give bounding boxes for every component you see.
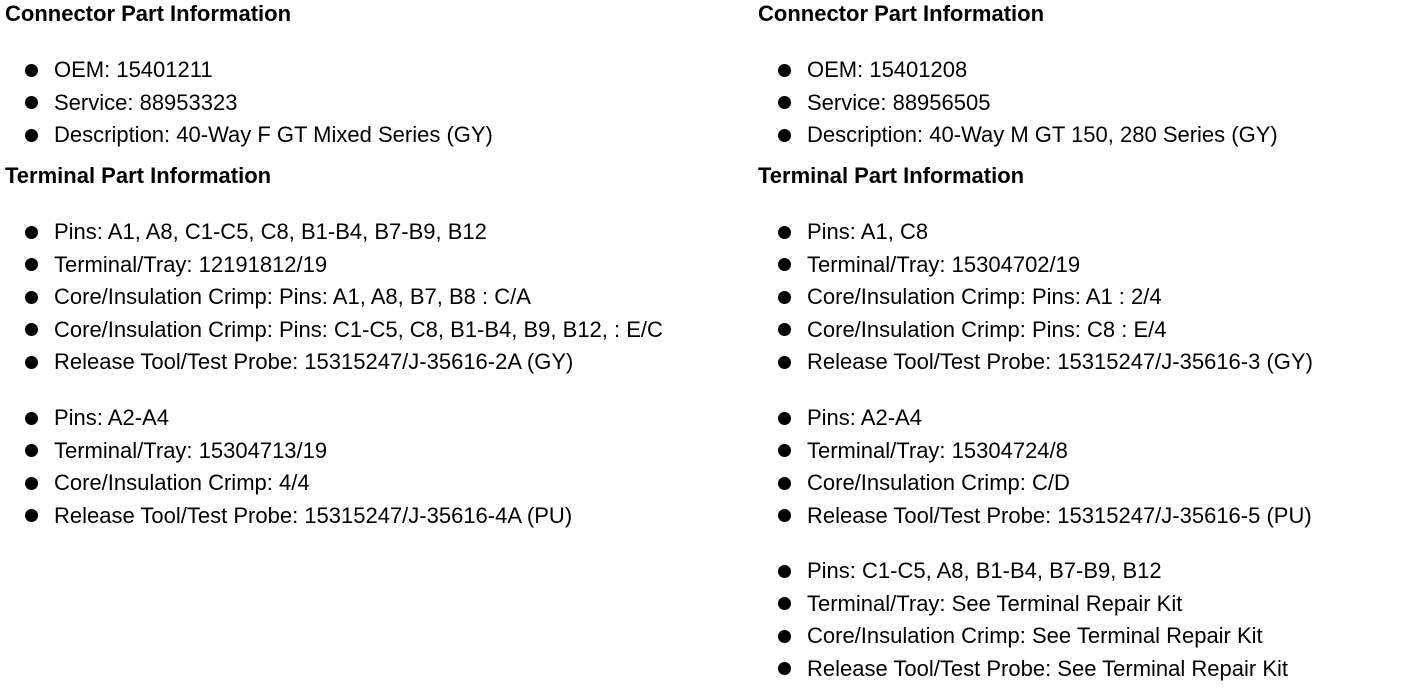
list-item-text: Description: 40-Way F GT Mixed Series (GY) [54, 122, 493, 147]
bullet-icon [25, 412, 38, 425]
list-item [5, 119, 493, 152]
list-item [758, 346, 1313, 379]
bullet-icon [778, 96, 791, 109]
list-item [5, 346, 663, 379]
list-item-text: Service: 88956505 [807, 89, 991, 115]
bullet-icon [25, 291, 38, 304]
list-item-text: Release Tool/Test Probe: 15315247/J-35616-5 (PU) [807, 502, 1312, 528]
list-item-text: Terminal/Tray: 15304724/8 [807, 437, 1068, 463]
list-item [758, 653, 1288, 686]
list-item [758, 281, 1313, 314]
list-item-text: Core/Insulation Crimp: C/D [807, 470, 1070, 495]
list-item-text: Terminal/Tray: 15304702/19 [807, 251, 1081, 277]
bullet-icon [778, 630, 791, 643]
list-item-text: Service: 88953323 [54, 89, 238, 115]
list-item [758, 314, 1313, 347]
bullet-icon [25, 258, 38, 271]
list-item-text: Core/Insulation Crimp: Pins: C8 : E/4 [807, 316, 1167, 342]
list-item [758, 249, 1313, 282]
connector-part-heading: Connector Part Information [758, 1, 1045, 26]
terminal-group-list [758, 555, 1288, 685]
list-item-text: Pins: A1, C8 [807, 219, 929, 244]
list-item [5, 500, 572, 533]
bullet-icon [778, 323, 791, 336]
list-item-text: Release Tool/Test Probe: 15315247/J-35616-3 (GY) [807, 349, 1313, 374]
terminal-part-heading: Terminal Part Information [5, 163, 272, 188]
bullet-icon [25, 226, 38, 239]
list-item-text: Release Tool/Test Probe: 15315247/J-35616-4A (PU) [54, 502, 573, 528]
bullet-icon [778, 477, 791, 490]
list-item [5, 467, 572, 500]
list-item [758, 500, 1312, 533]
bullet-icon [778, 356, 791, 369]
terminal-group-list [5, 402, 572, 532]
list-item [758, 216, 1313, 249]
list-item [5, 314, 663, 347]
list-item [758, 87, 1278, 120]
terminal-group-list [5, 216, 663, 379]
list-item-text: Pins: A2-A4 [807, 405, 922, 430]
connector-part-heading: Connector Part Information [5, 1, 292, 26]
terminal-group-list [758, 402, 1312, 532]
list-item [5, 54, 493, 87]
list-item-text: OEM: 15401208 [807, 57, 968, 82]
list-item-text: OEM: 15401211 [54, 57, 213, 82]
list-item [5, 87, 493, 120]
list-item-text: Terminal/Tray: 12191812/19 [54, 251, 328, 277]
list-item-text: Terminal/Tray: See Terminal Repair Kit [807, 590, 1183, 616]
bullet-icon [778, 412, 791, 425]
list-item [758, 467, 1312, 500]
list-item-text: Terminal/Tray: 15304713/19 [54, 437, 328, 463]
list-item-text: Core/Insulation Crimp: 4/4 [54, 470, 310, 495]
bullet-icon [778, 226, 791, 239]
bullet-icon [25, 323, 38, 336]
terminal-part-heading: Terminal Part Information [758, 163, 1025, 188]
list-item [5, 435, 572, 468]
bullet-icon [25, 477, 38, 490]
bullet-icon [778, 662, 791, 675]
bullet-icon [778, 291, 791, 304]
connector-part-list [5, 54, 493, 152]
list-item [5, 216, 663, 249]
list-item-text: Description: 40-Way M GT 150, 280 Series (GY) [807, 122, 1278, 147]
list-item-text: Pins: A2-A4 [54, 405, 169, 430]
bullet-icon [778, 258, 791, 271]
bullet-icon [778, 444, 791, 457]
connector-part-list [758, 54, 1278, 152]
list-item-text: Release Tool/Test Probe: 15315247/J-35616-2A (GY) [54, 349, 574, 374]
bullet-icon [25, 356, 38, 369]
list-item [758, 620, 1288, 653]
list-item [5, 249, 663, 282]
bullet-icon [778, 129, 791, 142]
list-item-text: Pins: C1-C5, A8, B1-B4, B7-B9, B12 [807, 558, 1162, 583]
list-item-text: Core/Insulation Crimp: Pins: A1 : 2/4 [807, 284, 1162, 309]
list-item [758, 555, 1288, 588]
list-item [5, 402, 572, 435]
list-item-text: Core/Insulation Crimp: Pins: C1-C5, C8, B1-B4, B9, B12, : E/C [54, 316, 663, 342]
list-item [5, 281, 663, 314]
bullet-icon [25, 129, 38, 142]
list-item [758, 402, 1312, 435]
bullet-icon [778, 565, 791, 578]
list-item-text: Release Tool/Test Probe: See Terminal Repair Kit [807, 655, 1288, 681]
bullet-icon [25, 64, 38, 77]
list-item-text: Core/Insulation Crimp: Pins: A1, A8, B7, B8 : C/A [54, 284, 531, 309]
bullet-icon [25, 96, 38, 109]
terminal-group-list [758, 216, 1313, 379]
bullet-icon [778, 64, 791, 77]
bullet-icon [778, 509, 791, 522]
list-item [758, 119, 1278, 152]
list-item-text: Core/Insulation Crimp: See Terminal Repair Kit [807, 623, 1263, 648]
list-item [758, 435, 1312, 468]
list-item-text: Pins: A1, A8, C1-C5, C8, B1-B4, B7-B9, B12 [54, 219, 487, 244]
bullet-icon [25, 509, 38, 522]
list-item [758, 588, 1288, 621]
list-item [758, 54, 1278, 87]
bullet-icon [25, 444, 38, 457]
bullet-icon [778, 597, 791, 610]
